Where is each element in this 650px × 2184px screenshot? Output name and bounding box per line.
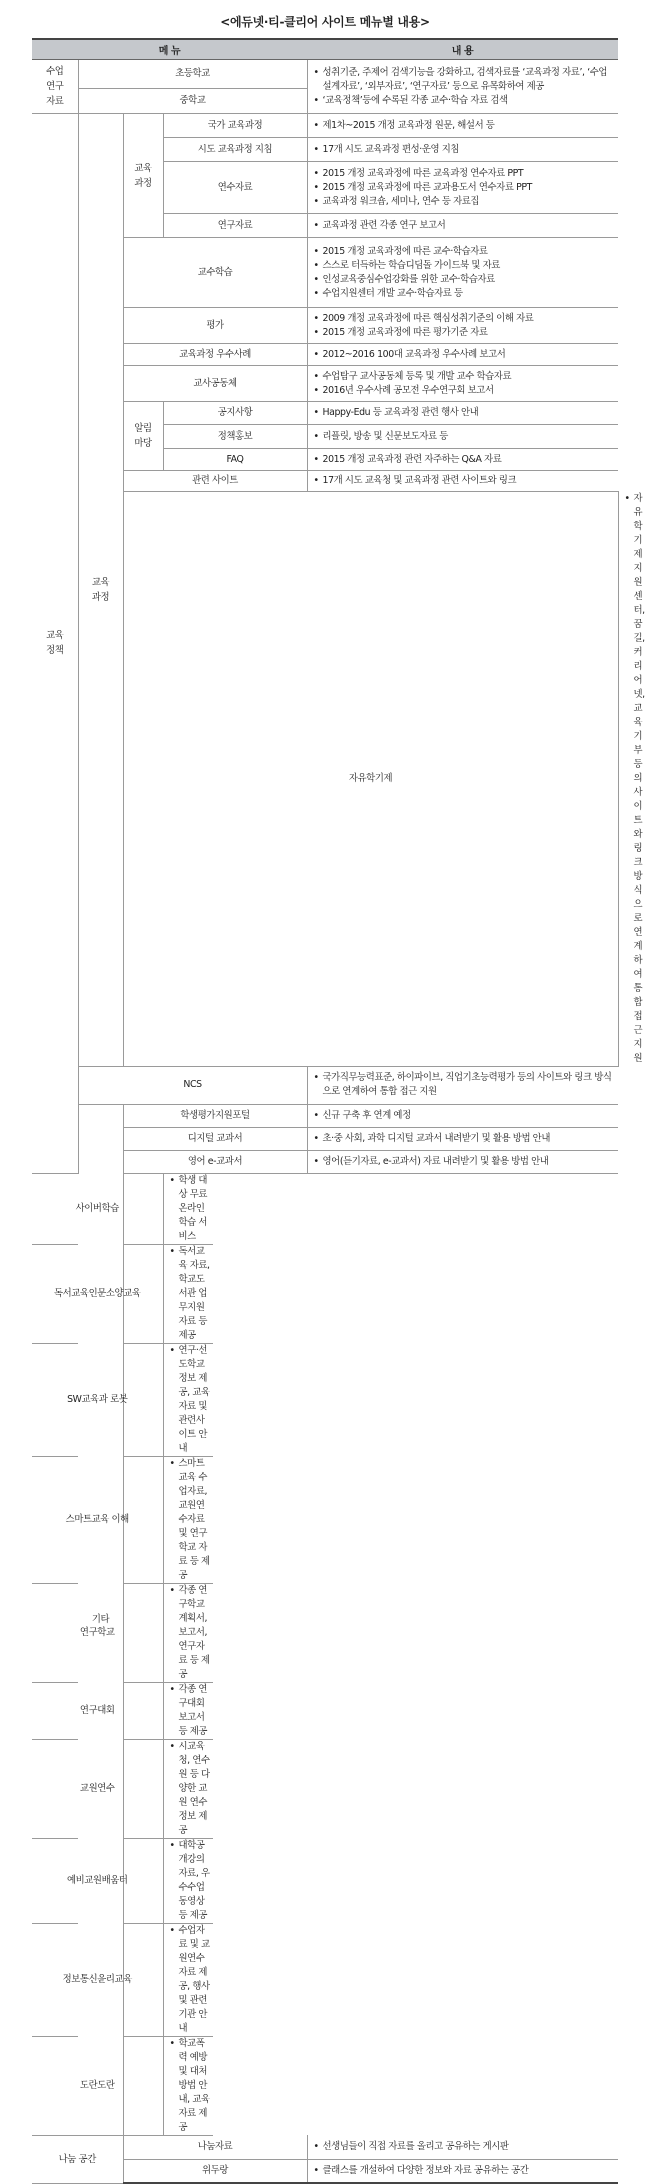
header-content: 내 용: [307, 39, 618, 60]
list-item: • 학생 대상 무료 온라인학습 서비스: [170, 1174, 212, 1244]
content-ncs: [307, 1066, 618, 1104]
content-student-eval-portal: [307, 1104, 618, 1127]
list-item: • 신규 구축 후 연계 예정: [314, 1109, 617, 1123]
menu-training-material: 연수자료: [163, 162, 307, 214]
menu-free-semester: 자유학기제: [123, 492, 618, 1067]
list-item: • 교육과정 워크숍, 세미나, 연수 등 자료집: [314, 195, 617, 209]
menu-teaching-learning: 교수학습: [123, 238, 307, 308]
content-sw-robot: [163, 1343, 213, 1456]
content-national-curriculum: [307, 114, 618, 138]
list-item: • 독서교육 자료, 학교도서관 업무지원 자료 등 제공: [170, 1245, 212, 1343]
content-best-practice: [307, 344, 618, 366]
list-item: • 수업탐구 교사공동체 등록 및 개발 교수 학습자료: [314, 370, 617, 384]
menu-ncs: NCS: [78, 1066, 307, 1104]
menu-best-practice: 교육과정 우수사례: [123, 344, 307, 366]
content-english-etextbook: [307, 1150, 618, 1173]
menu-research-material: 연구자료: [163, 214, 307, 238]
list-item: • 17개 시도 교육청 및 교육과정 관련 사이트와 링크: [314, 474, 617, 488]
menu-widurang: 위두랑: [123, 2159, 307, 2183]
content-share-material: [307, 2135, 618, 2159]
menu-doran: 도란도란: [32, 2036, 163, 2135]
content-research-contest: [163, 1682, 213, 1739]
content-doran: [163, 2036, 213, 2135]
list-item: • 성취기준, 주제어 검색기능을 강화하고, 검색자료를 ‘교육과정 자료’, ‘수업 설계자료’, ‘외부자료’, ‘연구자료’ 등으로 유목화하여 제공: [314, 66, 617, 94]
list-item: • 2015 개정 교육과정에 따른 교육과정 연수자료 PPT: [314, 167, 617, 181]
menu-related-sites: 관련 사이트: [123, 471, 307, 492]
menu-evaluation: 평가: [123, 308, 307, 344]
list-item: • 2015 개정 교육과정 관련 자주하는 Q&A 자료: [314, 453, 617, 467]
content-digital-textbook: [307, 1127, 618, 1150]
menu-national-curriculum: 국가 교육과정: [163, 114, 307, 138]
group-edu-curriculum: 교육 과정: [123, 114, 163, 238]
list-item: • 제1차~2015 개정 교육과정 원문, 해설서 등: [314, 119, 617, 133]
list-item: • 스마트교육 수업자료, 교원연수자료 및 연구학교 자료 등 제공: [170, 1457, 212, 1583]
list-item: • 영어(듣기자료, e-교과서) 자료 내려받기 및 활용 방법 안내: [314, 1155, 617, 1169]
menu-research-school: 연구학교: [32, 1583, 163, 1682]
content-teaching-learning: [307, 238, 618, 308]
content-guideline: [307, 138, 618, 162]
list-item: • 클래스를 개설하여 다양한 정보와 자료 공유하는 공간: [314, 2164, 617, 2178]
menu-share-material: 나눔자료: [123, 2135, 307, 2159]
list-item: • 2009 개정 교육과정에 따른 핵심성취기준의 이해 자료: [314, 312, 617, 326]
menu-reading-education: 독서교육인문소양교육: [32, 1244, 163, 1343]
content-research-material: [307, 214, 618, 238]
content-announcement: [307, 402, 618, 425]
list-item: • 교육과정 관련 각종 연구 보고서: [314, 219, 617, 233]
list-item: • 자유학기제지원센터, 꿈길, 커리어넷, 교육기부 등의 사이트와 링크 방식으로 연계하여 통합 접근 지원: [625, 492, 634, 1066]
list-item: • 2015 개정 교육과정에 따른 교수·학습자료: [314, 245, 617, 259]
content-smart-education: [163, 1456, 213, 1583]
content-school-search: [307, 60, 618, 114]
menu-faq: FAQ: [163, 449, 307, 471]
section-lesson-research: 수업 연구 자료: [32, 60, 78, 114]
list-item: • ‘교육정책’등에 수록된 각종 교수·학습 자료 검색: [314, 94, 617, 108]
content-teacher-community: [307, 366, 618, 402]
table-title: <에듀넷·티-클리어 사이트 메뉴별 내용>: [220, 15, 430, 29]
menu-english-etextbook: 영어 e-교과서: [123, 1150, 307, 1173]
menu-student-eval-portal: 학생평가지원포털: [123, 1104, 307, 1127]
content-training-material: [307, 162, 618, 214]
list-item: • 대학공개강의 자료, 우수수업 동영상 등 제공: [170, 1839, 212, 1923]
list-item: • 인성교육중심수업강화를 위한 교수·학습자료: [314, 273, 617, 287]
list-item: • 선생님들이 직접 자료를 올리고 공유하는 게시판: [314, 2140, 617, 2154]
list-item: • 2015 개정 교육과정에 따른 평가기준 자료: [314, 326, 617, 340]
list-item: • 17개 시도 교육과정 편성·운영 지침: [314, 143, 617, 157]
content-reading-education: [163, 1244, 213, 1343]
menu-policy-promo: 정책홍보: [163, 425, 307, 449]
menu-pre-teacher: 예비교원배움터: [32, 1838, 163, 1923]
list-item: • 스스로 터득하는 학습디딤돌 가이드북 및 자료: [314, 259, 617, 273]
menu-research-contest: 연구대회: [32, 1682, 163, 1739]
content-widurang: [307, 2159, 618, 2183]
menu-announcement: 공지사항: [163, 402, 307, 425]
list-item: • 수업지원센터 개발 교수·학습자료 등: [314, 287, 617, 301]
list-item: • 각종 연구학교 계획서, 보고서, 연구자료 등 제공: [170, 1584, 212, 1682]
content-ict-ethics: [163, 1923, 213, 2036]
list-item: • 학교폭력 예방 및 대처 방법 안내, 교육자료 제공: [170, 2037, 212, 2135]
menu-smart-education: 스마트교육 이해: [32, 1456, 163, 1583]
content-teacher-training: [163, 1739, 213, 1838]
list-item: • 각종 연구대회 보고서 등 제공: [170, 1683, 212, 1739]
menu-sw-robot: SW교육과 로봇: [32, 1343, 163, 1456]
section-education-policy: 교육 정책: [32, 114, 78, 1174]
menu-ict-ethics: 정보통신윤리교육: [32, 1923, 163, 2036]
menu-content-table: [32, 38, 645, 2184]
content-pre-teacher: [163, 1838, 213, 1923]
list-item: • 초·중 사회, 과학 디지털 교과서 내려받기 및 활용 방법 안내: [314, 1132, 617, 1146]
group-curriculum: 교육 과정: [78, 114, 123, 1067]
list-item: • 2015 개정 교육과정에 따른 교과용도서 연수자료 PPT: [314, 181, 617, 195]
list-item: • Happy-Edu 등 교육과정 관련 행사 안내: [314, 406, 617, 420]
content-evaluation: [307, 308, 618, 344]
section-sharing-space: 나눔 공간: [32, 2135, 123, 2183]
menu-middle: 중학교: [78, 89, 307, 114]
menu-guideline: 시도 교육과정 지침: [163, 138, 307, 162]
content-research-school: [163, 1583, 213, 1682]
content-policy-promo: [307, 425, 618, 449]
list-item: • 국가직무능력표준, 하이파이브, 직업기초능력평가 등의 사이트와 링크 방식으로 연계하여 통합 접근 지원: [314, 1071, 617, 1099]
menu-teacher-community: 교사공동체: [123, 366, 307, 402]
list-item: • 수업자료 및 교원연수자료 제공, 행사 및 관련기관 안내: [170, 1924, 212, 2036]
menu-teacher-training: 교원연수: [32, 1739, 163, 1838]
list-item: • 시교육청, 연수원 등 다양한 교원 연수 정보 제공: [170, 1740, 212, 1838]
group-etc: 기타: [78, 1104, 123, 2135]
menu-digital-textbook: 디지털 교과서: [123, 1127, 307, 1150]
list-item: • 2016년 우수사례 공모전 우수연구회 보고서: [314, 384, 617, 398]
content-faq: [307, 449, 618, 471]
menu-elementary: 초등학교: [78, 60, 307, 89]
group-notice: 알림 마당: [123, 402, 163, 471]
list-item: • 연구·선도학교 정보 제공, 교육자료 및 관련사이트 안내: [170, 1344, 212, 1456]
content-related-sites: [307, 471, 618, 492]
header-menu: 메 뉴: [32, 39, 307, 60]
content-cyber-learning: [163, 1173, 213, 1244]
list-item: • 리플릿, 방송 및 신문보도자료 등: [314, 430, 617, 444]
menu-cyber-learning: 사이버학습: [32, 1173, 163, 1244]
list-item: • 2012~2016 100대 교육과정 우수사례 보고서: [314, 348, 617, 362]
